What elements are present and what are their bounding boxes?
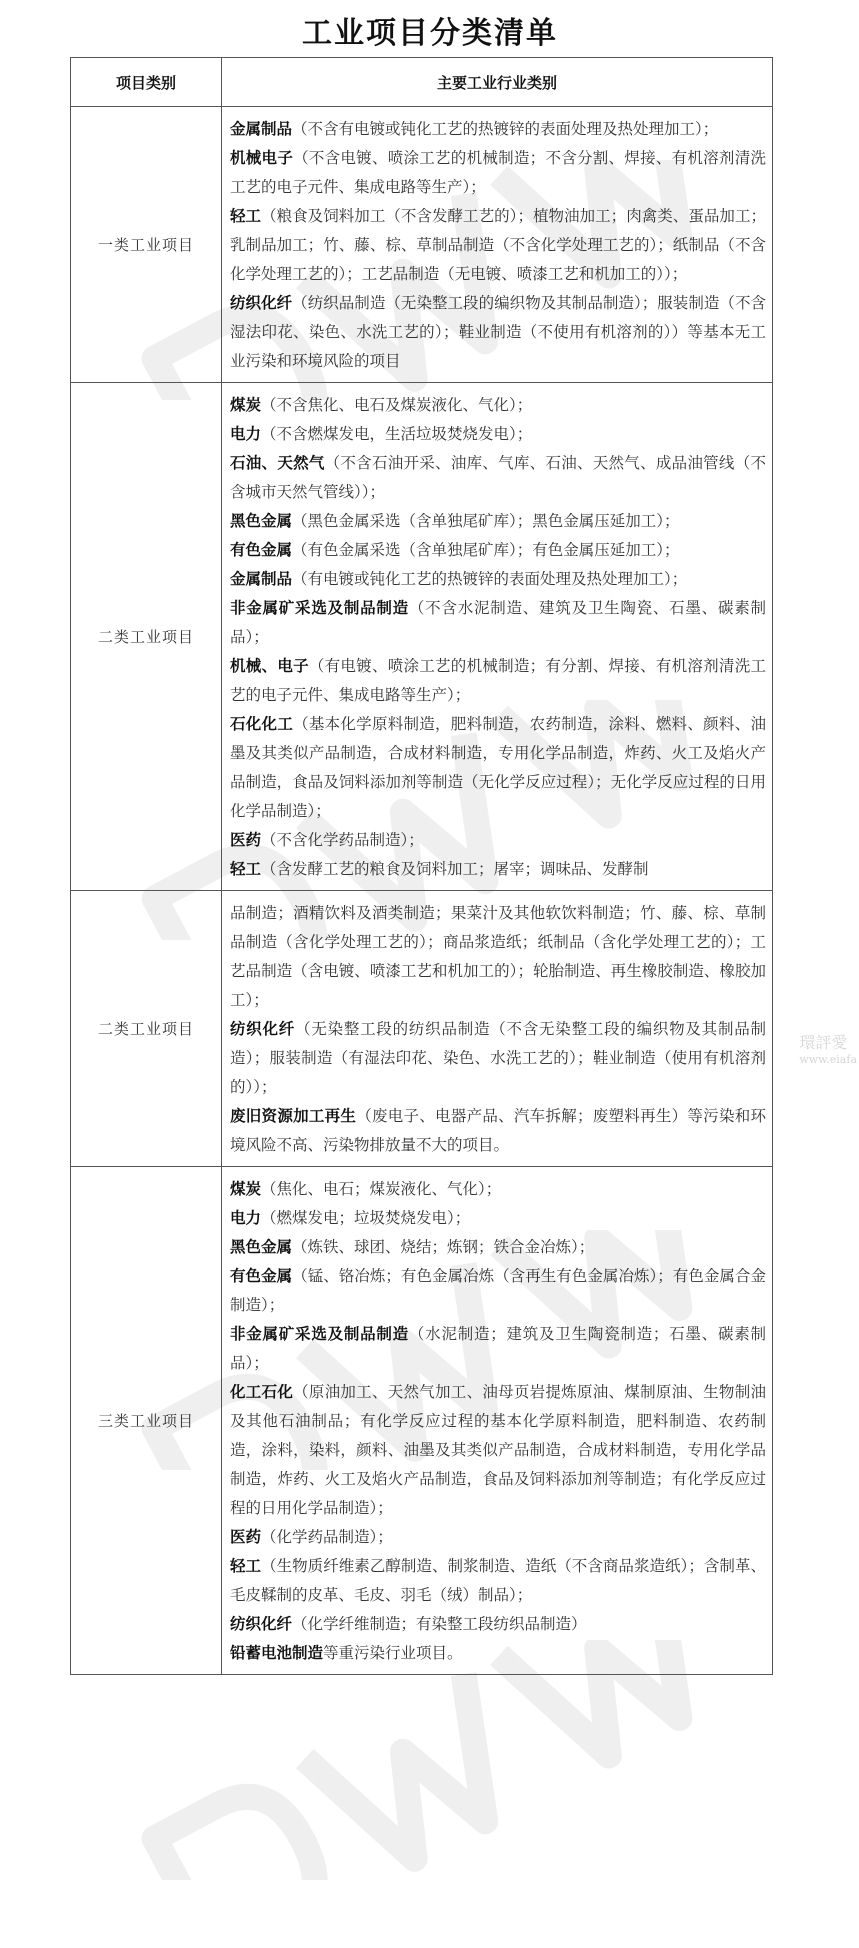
classification-table [70, 57, 773, 1675]
watermark-logo [110, 1640, 750, 1880]
industry-description: 等重污染行业项目。 [323, 1644, 463, 1662]
table-row [71, 107, 773, 383]
category-cell: 二类工业项目 [71, 891, 222, 1167]
industry-description: （黑色金属采选（含单独尾矿库）；黑色金属压延加工）； [292, 512, 680, 530]
industry-entry [230, 1378, 766, 1523]
header-industries: 主要工业行业类别 [222, 58, 773, 107]
industry-description: （锰、铬冶炼；有色金属冶炼（含再生有色金属冶炼）；有色金属合金制造）； [230, 1267, 766, 1314]
industry-description: （有电镀或钝化工艺的热镀锌的表面处理及热处理加工）； [292, 570, 688, 588]
industry-entry [230, 594, 766, 652]
industry-entry [230, 1175, 766, 1204]
table-row [71, 1167, 773, 1675]
industry-name: 化工石化 [230, 1383, 294, 1401]
industry-name: 轻工 [230, 860, 262, 878]
industry-name: 金属制品 [230, 570, 293, 588]
industry-name: 黑色金属 [230, 512, 293, 530]
industry-name: 机械电子 [230, 149, 294, 167]
industry-entry [230, 1320, 766, 1378]
table-header-row [71, 58, 773, 107]
side-watermark-url: www.eiafa [799, 1053, 857, 1066]
industry-entry [230, 420, 766, 449]
industry-description: （有电镀、喷涂工艺的机械制造；有分割、焊接、有机溶剂清洗工艺的电子元件、集成电路等生产）； [230, 657, 766, 704]
industry-entry [230, 144, 766, 202]
industry-entry [230, 1233, 766, 1262]
industry-entry [230, 1204, 766, 1233]
industry-description: （化学药品制造）； [261, 1528, 393, 1546]
industry-entry [230, 855, 766, 884]
industries-cell [222, 107, 773, 383]
industry-name: 轻工 [230, 207, 262, 225]
industry-description: （原油加工、天然气加工、油母页岩提炼原油、煤制原油、生物制油及其他石油制品；有化学反应过程的基本化学原料制造，肥料制造、农药制造，涂料，染料，颜料、油墨及其类似产品制造，合成材料制造，专用化学品制造，炸药、火工及焰火产品制造，食品及饲料添加剂等制造；有化学反应过程的日用化学品制造）； [230, 1383, 766, 1517]
table-row [71, 891, 773, 1167]
industry-description: （基本化学原料制造，肥料制造，农药制造，涂料、燃料、颜料、油墨及其类似产品制造，合成材料制造，专用化学品制造，炸药、火工及焰火产品制造，食品及饲料添加剂等制造（无化学反应过程）；无化学反应过程的日用化学品制造）； [230, 715, 766, 820]
industry-name: 煤炭 [230, 1180, 262, 1198]
industry-description: （含发酵工艺的粮食及饲料加工；屠宰；调味品、发酵制 [261, 860, 649, 878]
industry-name: 轻工 [230, 1557, 262, 1575]
industry-entry [230, 826, 766, 855]
table-body [71, 107, 773, 1675]
industry-entry [230, 1552, 766, 1610]
industry-name: 黑色金属 [230, 1238, 293, 1256]
industry-description: （无染整工段的纺织品制造（不含无染整工段的编织物及其制品制造）；服装制造（有湿法印花、染色、水洗工艺的）；鞋业制造（使用有机溶剂的））； [230, 1020, 766, 1096]
industry-description: （水泥制造；建筑及卫生陶瓷制造；石墨、碳素制品）； [230, 1325, 766, 1372]
industry-description: （炼铁、球团、烧结；炼钢；铁合金冶炼）； [292, 1238, 595, 1256]
industry-name: 有色金属 [230, 1267, 293, 1285]
industry-description: （纺织品制造（无染整工段的编织物及其制品制造）；服装制造（不含湿法印花、染色、水洗工艺的）；鞋业制造（不使用有机溶剂的））等基本无工业污染和环境风险的项目 [230, 294, 766, 370]
industry-entry [230, 1610, 766, 1639]
industry-entry [230, 289, 766, 376]
industry-entry [230, 1523, 766, 1552]
industry-entry [230, 652, 766, 710]
industry-name: 机械、电子 [230, 657, 309, 675]
industry-description: 品制造；酒精饮料及酒类制造；果菜汁及其他软饮料制造；竹、藤、棕、草制品制造（含化学处理工艺的）；商品浆造纸；纸制品（含化学处理工艺的）；工艺品制造（含电镀、喷漆工艺和机加工的）；轮胎制造、再生橡胶制造、橡胶加工）； [230, 904, 766, 1009]
industry-name: 金属制品 [230, 120, 293, 138]
page-title: 工业项目分类清单 [302, 16, 558, 51]
industry-description: （有色金属采选（含单独尾矿库）；有色金属压延加工）； [292, 541, 680, 559]
industry-name: 废旧资源加工再生 [230, 1107, 357, 1125]
industry-description: （废电子、电器产品、汽车拆解；废塑料再生）等污染和环境风险不高、污染物排放量不大的项目。 [230, 1107, 766, 1154]
table-row [71, 383, 773, 891]
industry-entry [230, 1262, 766, 1320]
industry-name: 非金属矿采选及制品制造 [230, 599, 409, 617]
industry-description: （不含石油开采、油库、气库、石油、天然气、成品油管线（不含城市天然气管线））； [230, 454, 766, 501]
industry-name: 石化化工 [230, 715, 294, 733]
category-cell: 一类工业项目 [71, 107, 222, 383]
industry-name: 医药 [230, 831, 262, 849]
industry-name: 纺织化纤 [230, 294, 293, 312]
industry-description: （焦化、电石；煤炭液化、气化）； [261, 1180, 502, 1198]
industry-name: 石油、天然气 [230, 454, 325, 472]
industry-entry [230, 899, 766, 1015]
industry-description: （不含水泥制造、建筑及卫生陶瓷、石墨、碳素制品）； [230, 599, 766, 646]
industry-entry [230, 1639, 766, 1668]
industry-name: 医药 [230, 1528, 262, 1546]
industry-entry [230, 1015, 766, 1102]
industry-description: （化学纤维制造；有染整工段纺织品制造） [292, 1615, 587, 1633]
industry-entry [230, 1102, 766, 1160]
industry-entry [230, 536, 766, 565]
industry-entry [230, 391, 766, 420]
industry-name: 煤炭 [230, 396, 262, 414]
header-category: 项目类别 [71, 58, 222, 107]
industry-entry [230, 710, 766, 826]
industry-name: 铅蓄电池制造 [230, 1644, 324, 1662]
industries-cell [222, 383, 773, 891]
industry-description: （不含化学药品制造）； [261, 831, 424, 849]
industry-name: 纺织化纤 [230, 1615, 293, 1633]
industry-description: （生物质纤维素乙醇制造、制浆制造、造纸（不含商品浆造纸）；含制革、毛皮鞣制的皮革、毛皮、羽毛（绒）制品）； [230, 1557, 766, 1604]
industries-cell [222, 891, 773, 1167]
industry-description: （燃煤发电；垃圾焚烧发电）； [261, 1209, 471, 1227]
industry-description: （不含焦化、电石及煤炭液化、气化）； [261, 396, 533, 414]
industry-name: 电力 [230, 1209, 262, 1227]
industry-name: 非金属矿采选及制品制造 [230, 1325, 409, 1343]
industry-entry [230, 449, 766, 507]
industry-description: （不含燃煤发电，生活垃圾焚烧发电）； [261, 425, 533, 443]
industry-description: （不含电镀、喷涂工艺的机械制造；不含分割、焊接、有机溶剂清洗工艺的电子元件、集成电路等生产）； [230, 149, 766, 196]
side-watermark-text: 環評愛 [799, 1033, 848, 1052]
industries-cell [222, 1167, 773, 1675]
category-cell: 三类工业项目 [71, 1167, 222, 1675]
industry-entry [230, 202, 766, 289]
industry-name: 有色金属 [230, 541, 293, 559]
industry-name: 电力 [230, 425, 262, 443]
industry-entry [230, 565, 766, 594]
category-cell: 二类工业项目 [71, 383, 222, 891]
industry-entry [230, 507, 766, 536]
side-watermark [799, 1030, 857, 1066]
industry-description: （不含有电镀或钝化工艺的热镀锌的表面处理及热处理加工）； [292, 120, 719, 138]
industry-name: 纺织化纤 [230, 1020, 296, 1038]
industry-description: （粮食及饲料加工（不含发酵工艺的）；植物油加工；肉禽类、蛋品加工；乳制品加工；竹、藤、棕、草制品制造（不含化学处理工艺的）；纸制品（不含化学处理工艺的）；工艺品制造（无电镀、喷漆工艺和机加工的））； [230, 207, 766, 283]
industry-entry [230, 115, 766, 144]
